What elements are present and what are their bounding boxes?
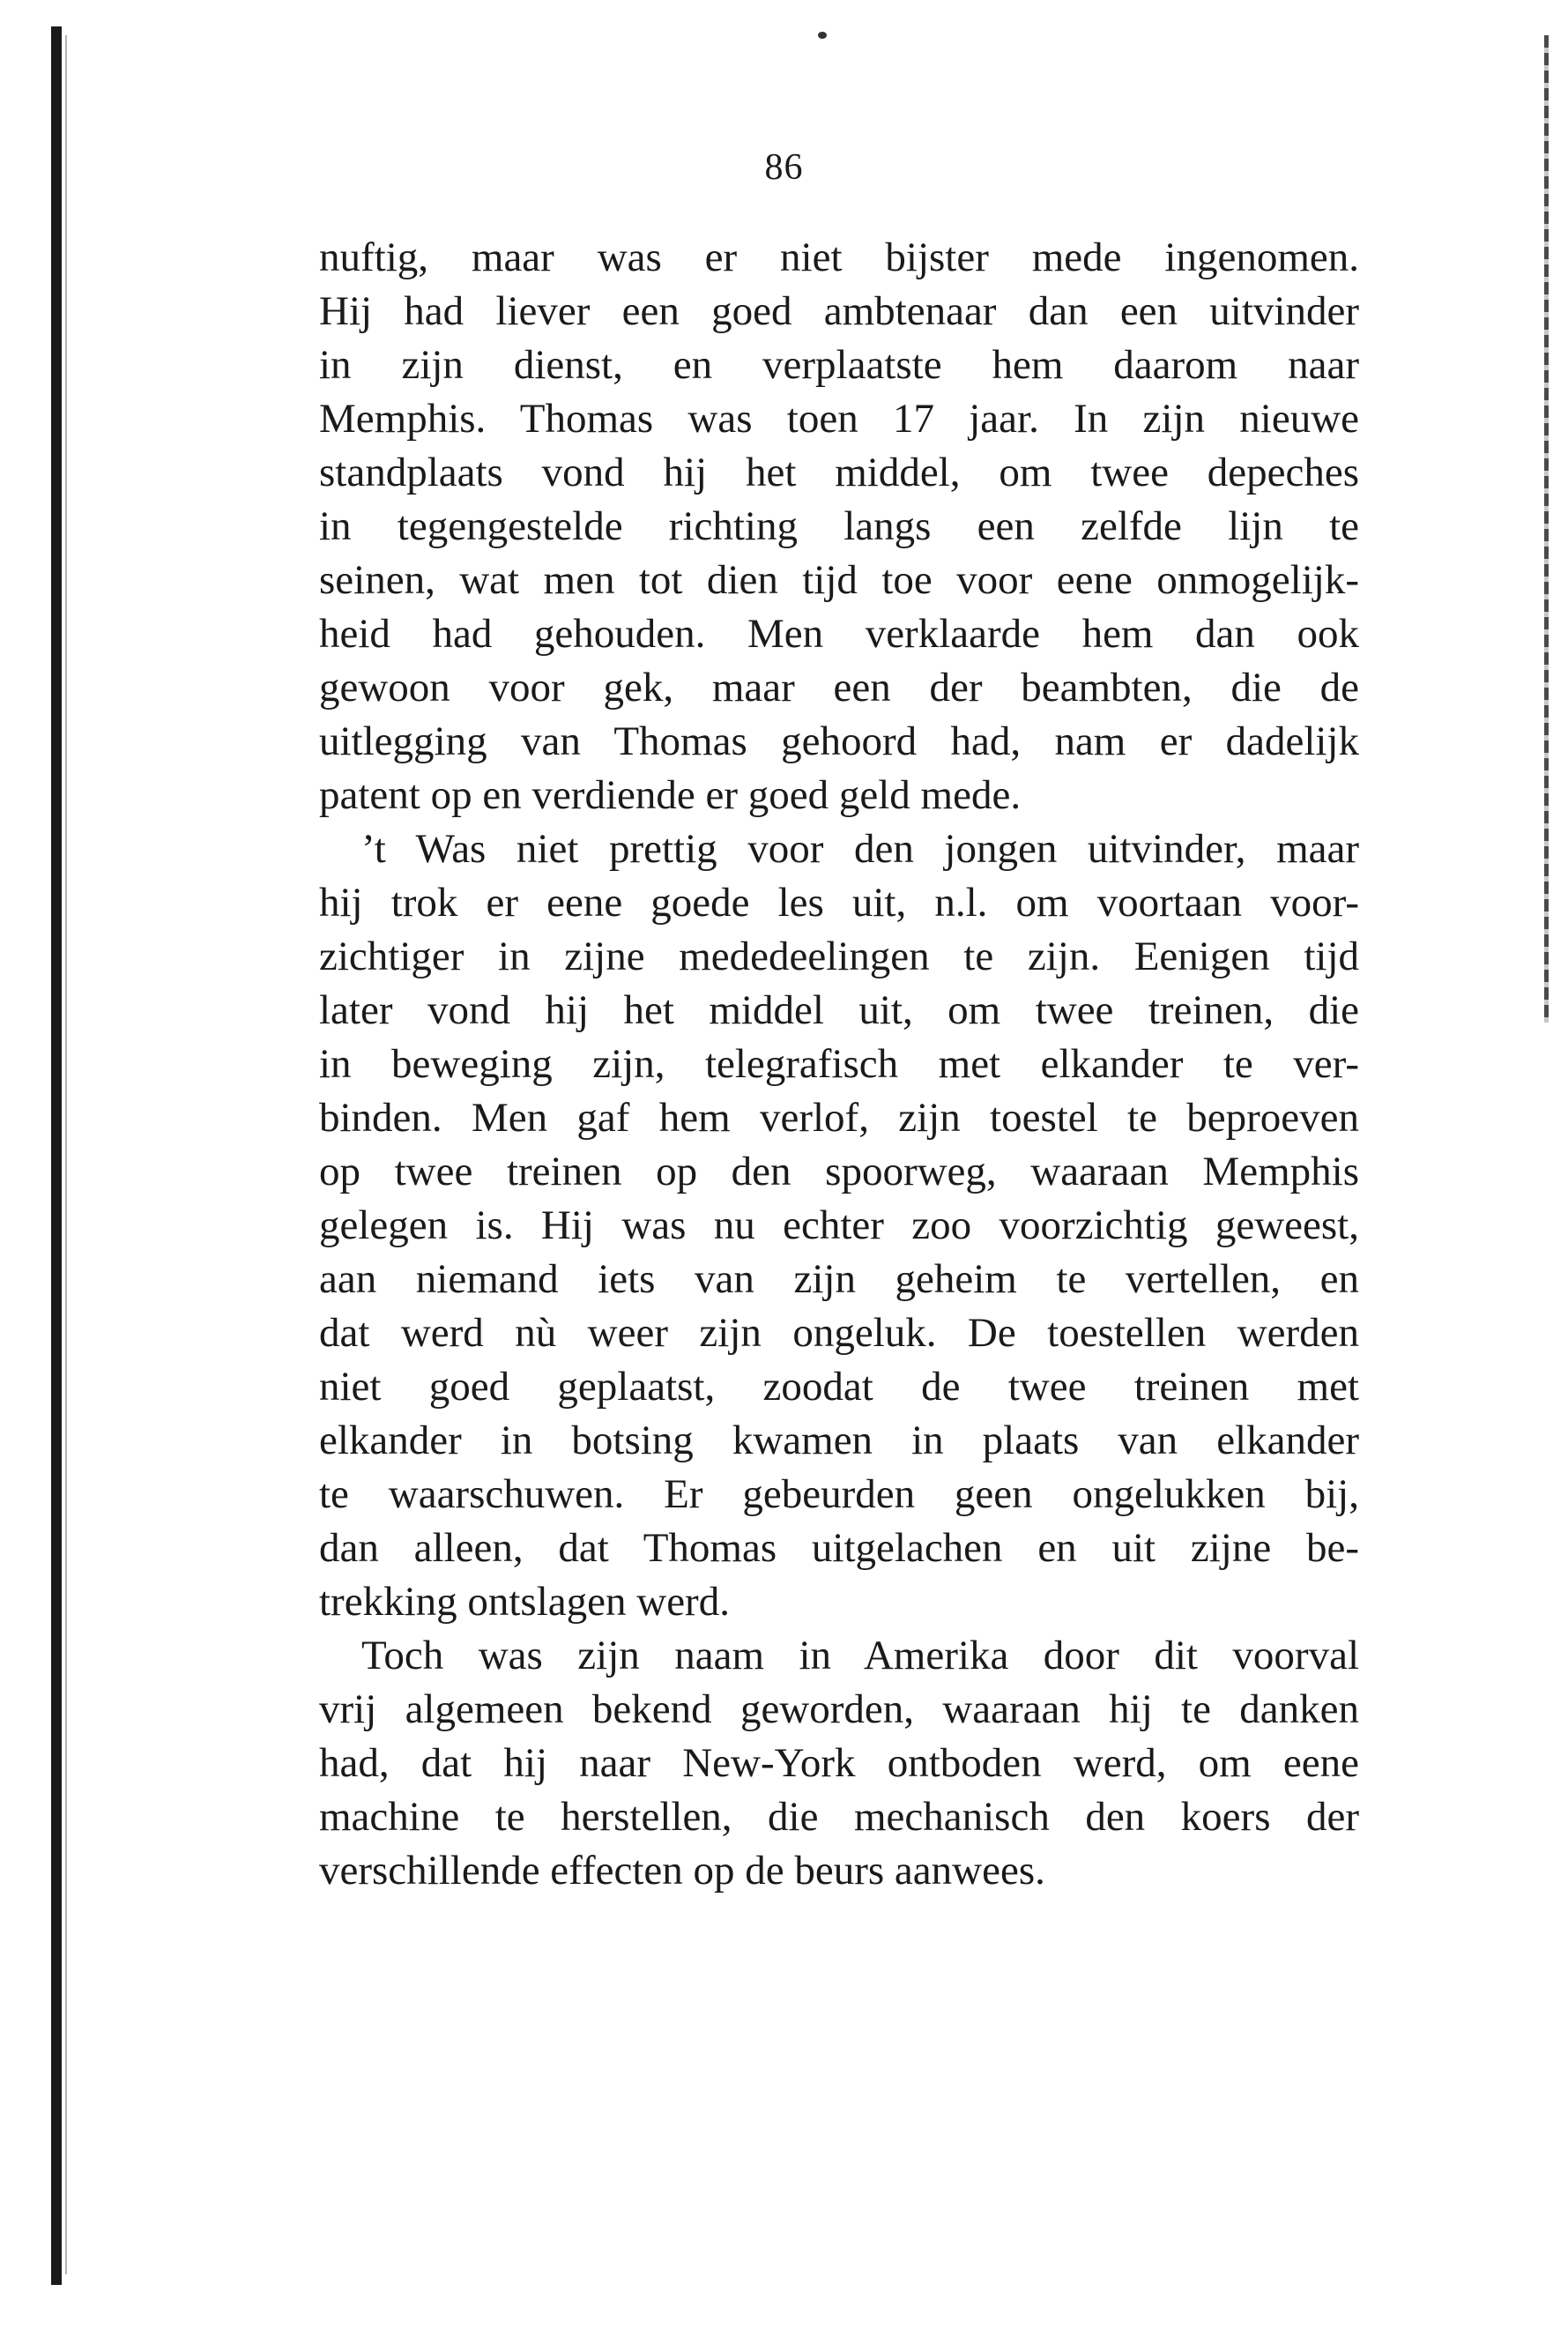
scan-speck (818, 32, 827, 39)
text-line: aan niemand iets van zijn geheim te vertellen, en (319, 1256, 1359, 1302)
text-line: in tegengestelde richting langs een zelfde lijn te (319, 503, 1359, 549)
text-line: elkander in botsing kwamen in plaats van elkander (319, 1417, 1359, 1463)
text-line: patent op en verdiende er goed geld mede. (319, 772, 1022, 818)
text-line: seinen, wat men tot dien tijd toe voor eene onmogelijk- (319, 557, 1359, 603)
text-line: later vond hij het middel uit, om twee treinen, die (319, 987, 1359, 1033)
paragraph-start-line: Toch was zijn naam in Amerika door dit voorval (361, 1633, 1359, 1678)
text-line: gelegen is. Hij was nu echter zoo voorzichtig geweest, (319, 1202, 1359, 1248)
text-line: in beweging zijn, telegrafisch met elkander te ver- (319, 1041, 1359, 1087)
text-line: nuftig, maar was er niet bijster mede ingenomen. (319, 234, 1359, 280)
text-line: hij trok er eene goede les uit, n.l. om voortaan voor- (319, 880, 1359, 926)
scan-border-left (51, 26, 62, 2285)
text-line: op twee treinen op den spoorweg, waaraan Memphis (319, 1149, 1359, 1194)
text-line: dan alleen, dat Thomas uitgelachen en uit zijne be- (319, 1525, 1359, 1571)
text-line: Memphis. Thomas was toen 17 jaar. In zijn nieuwe (319, 396, 1359, 442)
page-number: 86 (764, 147, 804, 188)
text-line: standplaats vond hij het middel, om twee depeches (319, 450, 1359, 495)
text-line: heid had gehouden. Men verklaarde hem dan ook (319, 611, 1359, 657)
text-line: vrij algemeen bekend geworden, waaraan hij te danken (319, 1686, 1359, 1732)
text-line: binden. Men gaf hem verlof, zijn toestel te beproeven (319, 1095, 1359, 1141)
text-line: Hij had liever een goed ambtenaar dan een uitvinder (319, 288, 1359, 334)
text-line: niet goed geplaatst, zoodat de twee treinen met (319, 1364, 1359, 1410)
text-line: machine te herstellen, die mechanisch den koers der (319, 1794, 1359, 1840)
text-line: uitlegging van Thomas gehoord had, nam er dadelijk (319, 718, 1359, 764)
body-text (319, 231, 1359, 1898)
text-line: had, dat hij naar New-York ontboden werd, om eene (319, 1740, 1359, 1786)
text-line: trekking ontslagen werd. (319, 1579, 730, 1625)
text-line: in zijn dienst, en verplaatste hem daarom naar (319, 342, 1359, 388)
text-line: te waarschuwen. Er gebeurden geen ongelukken bij, (319, 1471, 1359, 1517)
text-line: dat werd nù weer zijn ongeluk. De toestellen werden (319, 1310, 1359, 1356)
text-line: verschillende effecten op de beurs aanwees. (319, 1848, 1045, 1894)
paragraph-start-line: ’t Was niet prettig voor den jongen uitvinder, maar (361, 826, 1359, 872)
text-line: zichtiger in zijne mededeelingen te zijn. Eenigen tijd (319, 934, 1359, 979)
text-line: gewoon voor gek, maar een der beambten, die de (319, 665, 1359, 711)
scan-border-left-shadow (65, 35, 67, 2274)
